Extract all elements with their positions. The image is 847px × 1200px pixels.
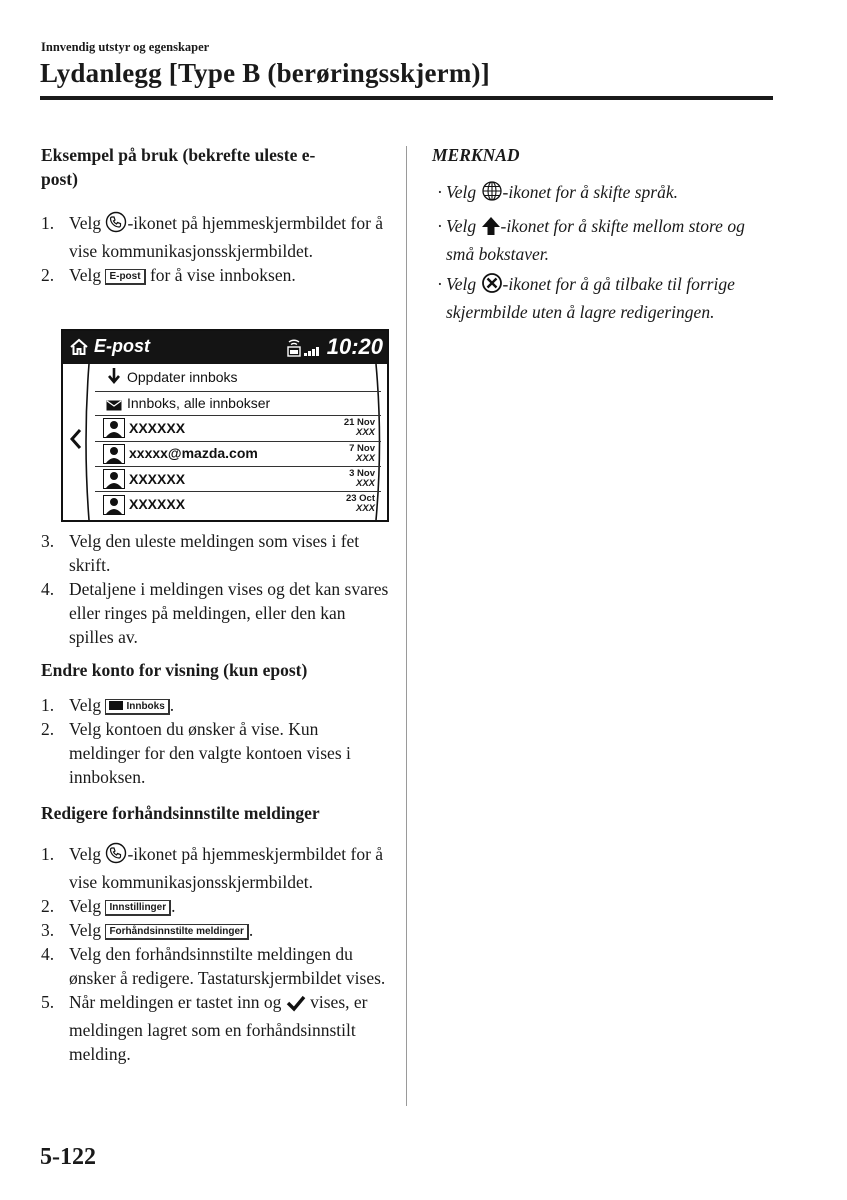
- contact-avatar-icon: [103, 469, 125, 489]
- account-section: [41, 658, 391, 789]
- update-inbox-item[interactable]: Oppdater innboks: [127, 369, 238, 385]
- back-chevron-icon[interactable]: [68, 427, 84, 456]
- screen-header: [63, 331, 387, 364]
- message-sender[interactable]: XXXXXX: [129, 496, 186, 512]
- inbox-selector-item[interactable]: Innboks, alle innbokser: [127, 395, 271, 411]
- step: 2. Velg kontoen du ønsker å vise. Kun meldinger for den valgte kontoen vises i innboksen.: [41, 719, 351, 787]
- step: 1. Velg Innboks .: [41, 695, 175, 715]
- preset-messages-button[interactable]: Forhåndsinnstilte meldinger: [105, 924, 248, 940]
- contact-avatar-icon: [103, 444, 125, 464]
- home-icon[interactable]: [69, 338, 89, 361]
- phone-icon: [105, 211, 127, 239]
- example-heading: Eksempel på bruk (bekrefte uleste e-post): [41, 145, 316, 189]
- step: 5. Når meldingen er tastet inn og vises, er meldingen lagret som en forhåndsinnstilt melding.: [41, 992, 368, 1064]
- checkmark-icon: [286, 994, 306, 1018]
- step: 2. Velg Innstillinger .: [41, 896, 176, 916]
- step: 4. Detaljene i meldingen vises og det kan svares eller ringes på meldingen, eller den kan spilles av.: [41, 579, 389, 647]
- message-date: 7 Nov XXX: [349, 443, 375, 464]
- contact-avatar-icon: [103, 495, 125, 515]
- page-number: 5-122: [40, 1144, 96, 1170]
- message-date: 21 Nov XXX: [343, 417, 375, 438]
- e-post-button[interactable]: E-post: [105, 269, 145, 285]
- edit-heading: Redigere forhåndsinnstilte meldinger: [41, 803, 320, 823]
- message-sender[interactable]: xxxxx@mazda.com: [129, 445, 258, 461]
- screen-clock: 10:20: [326, 334, 383, 359]
- page-title: Lydanlegg [Type B (berøringsskjerm)]: [40, 58, 490, 88]
- step: 1. Velg -ikonet på hjemmeskjermbildet for å vise kommunikasjonsskjermbildet.: [41, 213, 384, 261]
- note-bullet: · Velg -ikonet for å skifte språk.: [432, 180, 777, 208]
- globe-icon: [481, 180, 503, 208]
- step: 3. Velg den uleste meldingen som vises i fet skrift.: [41, 531, 360, 575]
- message-date: 23 Oct XXX: [345, 493, 375, 514]
- inbox-button[interactable]: Innboks: [105, 699, 169, 715]
- example-section: [41, 143, 391, 287]
- shift-arrow-icon: [481, 216, 501, 242]
- note-section: [432, 143, 777, 324]
- signal-status-icon: [285, 334, 325, 365]
- section-label: Innvendig utstyr og egenskaper: [41, 40, 210, 54]
- note-bullet: · Velg -ikonet for å skifte mellom store og små bokstaver.: [437, 216, 745, 264]
- example-steps: [41, 211, 391, 287]
- envelope-icon: [109, 701, 123, 710]
- download-arrow-icon: [107, 367, 121, 390]
- step: 2. Velg E-post for å vise innboksen.: [41, 265, 296, 285]
- note-bullet: · Velg -ikonet for å gå tilbake til forrige skjermbilde uten å lagre redigeringen.: [437, 274, 735, 322]
- contact-avatar-icon: [103, 418, 125, 438]
- message-sender[interactable]: XXXXXX: [129, 471, 186, 487]
- message-sender[interactable]: XXXXXX: [129, 420, 186, 436]
- email-screen: [61, 329, 389, 522]
- column-divider: [406, 146, 407, 1106]
- step: 1. Velg -ikonet på hjemmeskjermbildet for å vise kommunikasjonsskjermbildet.: [41, 844, 384, 892]
- step: 3. Velg Forhåndsinnstilte meldinger .: [41, 920, 254, 940]
- message-date: 3 Nov XXX: [349, 468, 375, 489]
- title-rule: [40, 96, 773, 100]
- step: 4. Velg den forhåndsinnstilte meldingen du ønsker å redigere. Tastaturskjermbildet vises.: [41, 944, 386, 988]
- settings-button[interactable]: Innstillinger: [105, 900, 171, 916]
- phone-icon: [105, 842, 127, 870]
- example-steps-continued: [41, 529, 391, 649]
- envelope-icon: [106, 398, 122, 416]
- account-heading: Endre konto for visning (kun epost): [41, 660, 308, 680]
- cancel-circle-icon: [481, 272, 503, 300]
- edit-section: [41, 801, 391, 1066]
- note-title: MERKNAD: [432, 145, 520, 165]
- screen-title: E-post: [94, 336, 150, 356]
